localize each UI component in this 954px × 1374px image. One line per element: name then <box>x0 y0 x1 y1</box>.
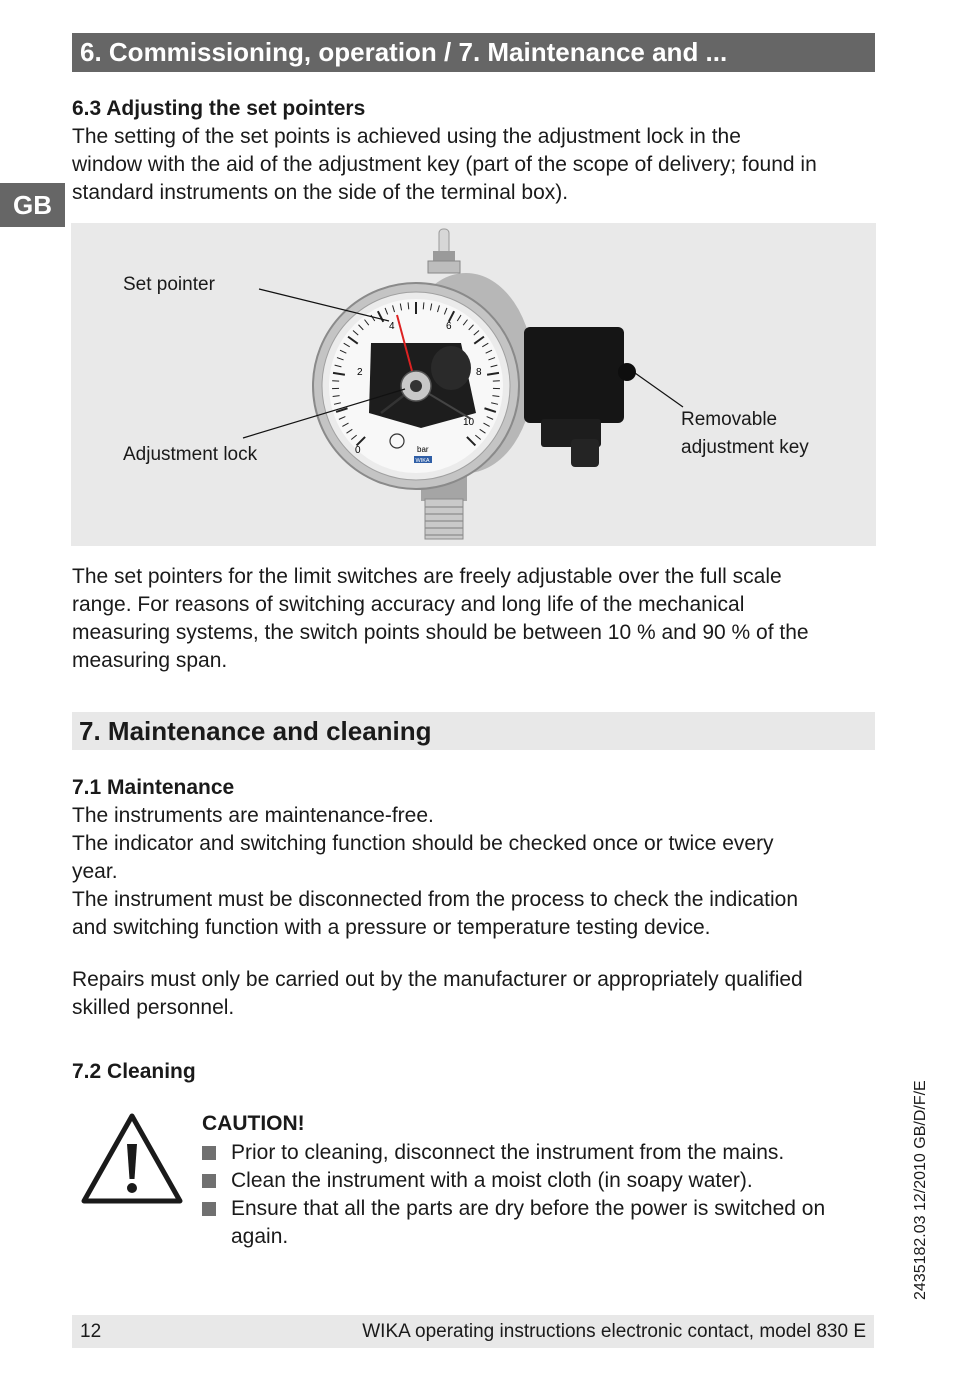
caution-bullet: Prior to cleaning, disconnect the instrument from the mains. <box>202 1139 874 1167</box>
footer-doc-title: WIKA operating instructions electronic contact, model 830 E <box>362 1321 866 1342</box>
text-line: Repairs must only be carried out by the manufacturer or appropriately qualified <box>72 968 803 991</box>
callout-adjustment-lock: Adjustment lock <box>123 444 258 465</box>
text-line: The indicator and switching function should be checked once or twice every <box>72 832 774 855</box>
caution-bullet: Ensure that all the parts are dry before the power is switched on again. <box>202 1195 874 1251</box>
section-heading-6-3: 6.3 Adjusting the set pointers <box>72 97 366 120</box>
repairs-paragraph <box>72 966 803 1022</box>
scale-number: 8 <box>476 367 482 378</box>
callout-set-pointer: Set pointer <box>123 274 215 295</box>
dial-unit: bar <box>417 445 429 454</box>
text-line: measuring systems, the switch points should be between 10 % and 90 % of the <box>72 621 809 644</box>
caution-title: CAUTION! <box>202 1112 305 1135</box>
text-line: The instrument must be disconnected from the process to check the indication <box>72 888 799 911</box>
text-line: range. For reasons of switching accuracy and long life of the mechanical <box>72 593 745 616</box>
text-line: and switching function with a pressure or temperature testing device. <box>72 916 711 939</box>
bullet-square-icon <box>202 1146 216 1160</box>
caution-bullet: Clean the instrument with a moist cloth (in soapy water). <box>202 1167 874 1195</box>
text-line: The set pointers for the limit switches are freely adjustable over the full scale <box>72 565 782 588</box>
page-footer <box>72 1315 874 1348</box>
bullet-square-icon <box>202 1174 216 1188</box>
text-line: skilled personnel. <box>72 996 235 1019</box>
language-tab: GB <box>0 183 65 227</box>
brand-badge: WIKA <box>415 458 430 464</box>
warning-triangle-icon <box>80 1112 184 1206</box>
section-heading-7-1: 7.1 Maintenance <box>72 776 235 799</box>
text-line: The instruments are maintenance-free. <box>72 804 434 827</box>
page-number: 12 <box>80 1321 102 1342</box>
text-line: window with the aid of the adjustment key (part of the scope of delivery; found in <box>72 153 817 176</box>
section-title-7: 7. Maintenance and cleaning <box>72 712 875 750</box>
callout-line: adjustment key <box>681 437 809 458</box>
text-line: standard instruments on the side of the terminal box). <box>72 181 569 204</box>
leader-line <box>635 373 683 407</box>
scale-number: 6 <box>446 321 452 332</box>
maintenance-paragraph <box>72 802 798 942</box>
section-heading-7-2: 7.2 Cleaning <box>72 1060 196 1083</box>
callout-line: Removable <box>681 409 778 430</box>
text-line: year. <box>72 860 118 883</box>
callout-removable-key <box>681 406 809 462</box>
scale-number: 0 <box>355 445 361 456</box>
dial-tick <box>423 302 424 309</box>
dial-tick <box>408 302 409 309</box>
text-line: measuring span. <box>72 649 228 672</box>
intro-paragraph <box>72 123 817 207</box>
scale-number: 4 <box>389 321 395 332</box>
chapter-header: 6. Commissioning, operation / 7. Maintenance and ... <box>72 33 875 72</box>
scale-number: 10 <box>463 417 475 428</box>
scale-number: 2 <box>357 367 363 378</box>
text-line: The setting of the set points is achieved using the adjustment lock in the <box>72 125 741 148</box>
bullet-square-icon <box>202 1202 216 1216</box>
gauge-figure <box>71 223 876 546</box>
setpoint-paragraph <box>72 563 809 675</box>
document-code: 2435182.03 12/2010 GB/D/F/E <box>912 1080 929 1300</box>
